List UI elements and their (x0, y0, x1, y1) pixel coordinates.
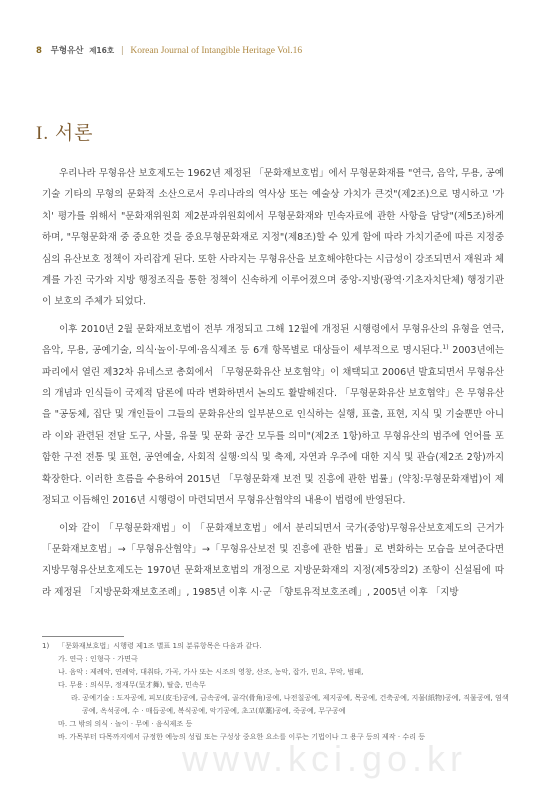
footnote-1 (42, 639, 512, 652)
footnote-item: 다. 무용 : 의식무, 정재무(呈才舞), 탈춤, 민속무 (58, 680, 206, 689)
footnote-item: 가. 연극 : 인형극 · 가면극 (58, 654, 138, 663)
footnote-number: 1) (42, 641, 50, 650)
issue-number: 제16호 (89, 46, 115, 55)
footnote-item: 라. 공예기술 : 도자공예, 피모(皮毛)공예, 금속공예, 골각(骨角)공예, 나전칠공예, 제지공예, 목공예, 건축공예, 지물(紙物)공예, 직물공예, 염색공예, 옥석공예, 수 · 매듭공예, 복식공예, 악기공예, 초고(草藁)공예, 죽공예, 무구공예 (71, 693, 509, 715)
running-header (36, 44, 302, 56)
footnote-intro: 「문화재보호법」시행령 제1조 별표 1의 분류항목은 다음과 같다. (58, 641, 262, 650)
body-text (42, 163, 504, 609)
header-separator: | (120, 46, 124, 56)
journal-name-en: Korean Journal of Intangible Heritage Vol.16 (130, 46, 303, 56)
footnote-item: 나. 음악 : 제례악, 연례악, 대취타, 가곡, 가사 또는 시조의 영창, 산조, 농악, 잡가, 민요, 무악, 범패, (58, 667, 364, 676)
paragraph-1 (42, 163, 504, 313)
section-title: I. 서론 (36, 123, 94, 144)
paragraph-2-text-cont: 2003년에는 파리에서 열린 제32차 유네스코 총회에서 「무형문화유산 보호협약」이 채택되고 2006년 발효되면서 무형유산의 개념과 인식들이 국제적 담론에 따라 변화하면서 논의도 활발해진다. 「무형문화유산 보호협약」은 무형유산을 "공동체, 집단 및 개인들이 그들의 문화유산의 일부분으로 인식하는 실행, 표출, 표현, 지식 및 기술뿐만 아니라 이와 관련된 전달 도구, 사물, 유물 및 문화 공간 모두를 의미"(제2조 1항)하고 무형유산의 범주에 언어를 포함한 구전 전통 및 표현, 공연예술, 사회적 실행·의식 및 축제, 자연과 우주에 대한 지식 및 관습(제2조 2항)까지 확장한다. 이러한 흐름을 수용하여 2015년 「무형문화재 보전 및 진흥에 관한 법률」(약칭:무형문화재법)이 제정되고 이듬해인 2016년 시행령이 마련되면서 무형유산협약의 내용이 법령에 반영된다. (42, 345, 504, 507)
paragraph-3-text: 이와 같이 「무형문화재법」이 「문화재보호법」에서 분리되면서 국가(중앙)무형유산보호제도의 근거가 「문화재보호법」→「무형유산협약」→「무형유산보전 및 진흥에 관한 법률」로 변화하는 모습을 보여준다면 지방무형유산보호제도는 1970년 문화재보호법의 개정으로 지방문화재의 지정(제5장의2) 조항이 신설됨에 따라 제정된 「지방문화재보호조례」, 1985년 이후 시·군 「향토유적보호조례」, 2005년 이후 「지방 (42, 522, 504, 598)
paragraph-2-text: 이후 2010년 2월 문화재보호법이 전부 개정되고 그해 12월에 개정된 시행령에서 무형유산의 유형을 연극, 음악, 무용, 공예기술, 의식·놀이·무예·음식제조 등 6개 항목별로 대상들이 세부적으로 명시된다. (42, 323, 504, 357)
paragraph-2 (42, 319, 504, 512)
paragraph-3 (42, 518, 504, 604)
watermark: www.kci.go.kr (182, 738, 468, 779)
journal-name-kr: 무형유산 (50, 46, 84, 56)
footnote-divider (42, 636, 124, 637)
footnote-item: 마. 그 밖의 의식 · 놀이 · 무예 · 음식제조 등 (58, 719, 193, 728)
footnote-item: 바. 가목부터 다목까지에서 규정한 예능의 성립 또는 구성상 중요한 요소를 이루는 기법이나 그 용구 등의 제작 · 수리 등 (58, 732, 426, 741)
paragraph-1-text: 우리나라 무형유산 보호제도는 1962년 제정된 「문화재보호법」에서 무형문화재를 "연극, 음악, 무용, 공예기술 기타의 무형의 문화적 소산으로서 우리나라의 역사상 또는 예술상 가치가 큰것"(제2조)으로 명시하고 '가치' 평가를 위해서 "문화재위원회 제2분과위원회에서 무형문화재와 민속자료에 관한 사항을 담당"(제5조)하게 하며, "무형문화재 중 중요한 것을 중요무형문화재로 지정"(제8조)할 수 있게 함에 따라 가치기준에 따른 지정중심의 유산보호 정책이 자리잡게 된다. 또한 사라지는 무형유산을 보호해야한다는 시급성이 강조되면서 재원과 체계를 가진 국가와 지방 행정조직을 통한 정책이 신속하게 이루어졌으며 중앙-지방(광역·기초자치단체) 행정기관이 보호의 주체가 되었다. (42, 168, 504, 308)
page-number: 8 (36, 46, 42, 56)
footnotes (42, 639, 512, 743)
footnote-ref-1[interactable]: 1) (442, 344, 449, 352)
